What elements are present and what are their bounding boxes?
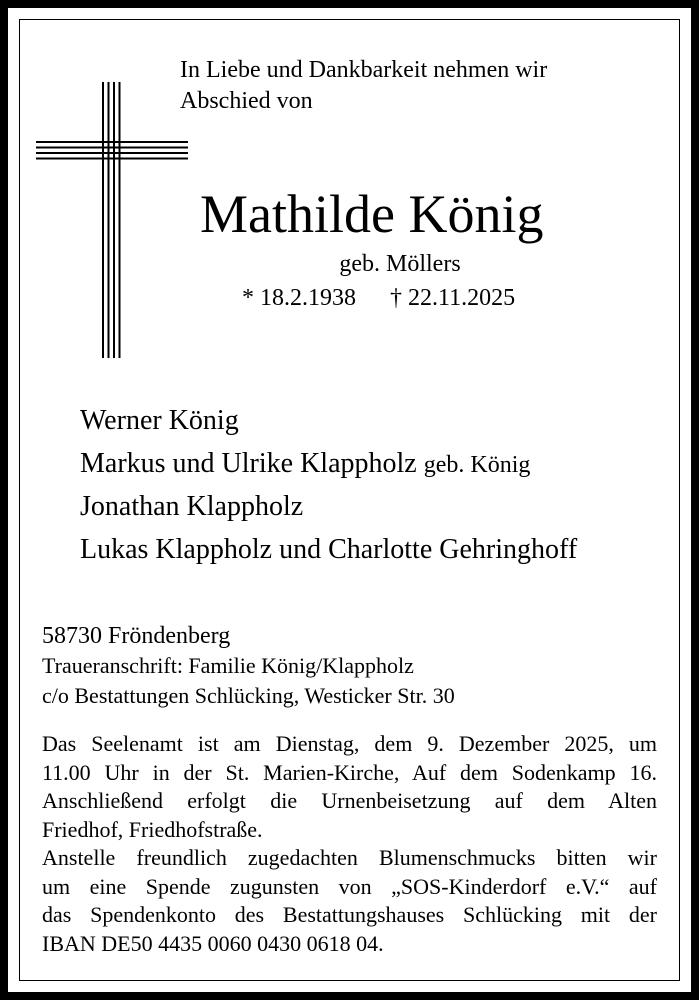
mourner-name: Werner König [80,405,239,436]
intro-text [180,55,650,117]
deceased-name: Mathilde König [200,184,544,244]
mourning-address [42,621,455,711]
donation-line: das Spendenkonto des Bestattungshauses Schlücking mit der [42,902,657,927]
donation-line: IBAN DE50 4435 0060 0430 0618 04. [42,930,384,956]
address-line-1: Traueranschrift: Familie König/Klappholz [42,653,414,678]
intro-line-1: In Liebe und Dankbarkeit nehmen wir [180,57,548,83]
mourner-name: Lukas Klappholz und Charlotte Gehringhoff [80,533,578,565]
address-city: 58730 Fröndenberg [42,623,231,649]
service-line: 11.00 Uhr in der St. Marien-Kirche, Auf dem Sodenkamp 16. [42,759,657,785]
latin-cross-icon [36,82,188,358]
death-date: † 22.11.2025 [390,285,516,311]
donation-line: Anstelle freundlich zugedachten Blumenschmucks bitten wir [42,845,657,870]
service-information [42,730,657,958]
intro-line-2: Abschied von [180,88,313,114]
birth-date: * 18.2.1938 [242,285,356,311]
mourner-suffix: geb. König [423,451,531,478]
address-line-2: c/o Bestattungen Schlücking, Westicker Str. 30 [42,683,455,708]
mourner-item [80,443,577,487]
donation-line: um eine Spende zugunsten von „SOS-Kinderdorf e.V.“ auf [42,873,657,899]
mourner-item [80,400,577,443]
mourner-name: Markus und Ulrike Klappholz [80,447,417,479]
mourner-item [80,529,577,572]
mourner-item [80,486,577,529]
life-dates [242,283,515,313]
mourner-name: Jonathan Klappholz [80,491,304,522]
service-paragraph-1 [42,730,657,844]
service-line: Friedhof, Friedhofstraße. [42,816,263,842]
service-line: Das Seelenamt ist am Dienstag, dem 9. Dezember 2025, um [42,731,657,756]
service-line: Anschließend erfolgt die Urnenbeisetzung auf dem Alten [42,788,657,813]
mourners-list [80,400,577,571]
service-paragraph-2 [42,844,657,958]
maiden-name: geb. Möllers [339,251,461,277]
